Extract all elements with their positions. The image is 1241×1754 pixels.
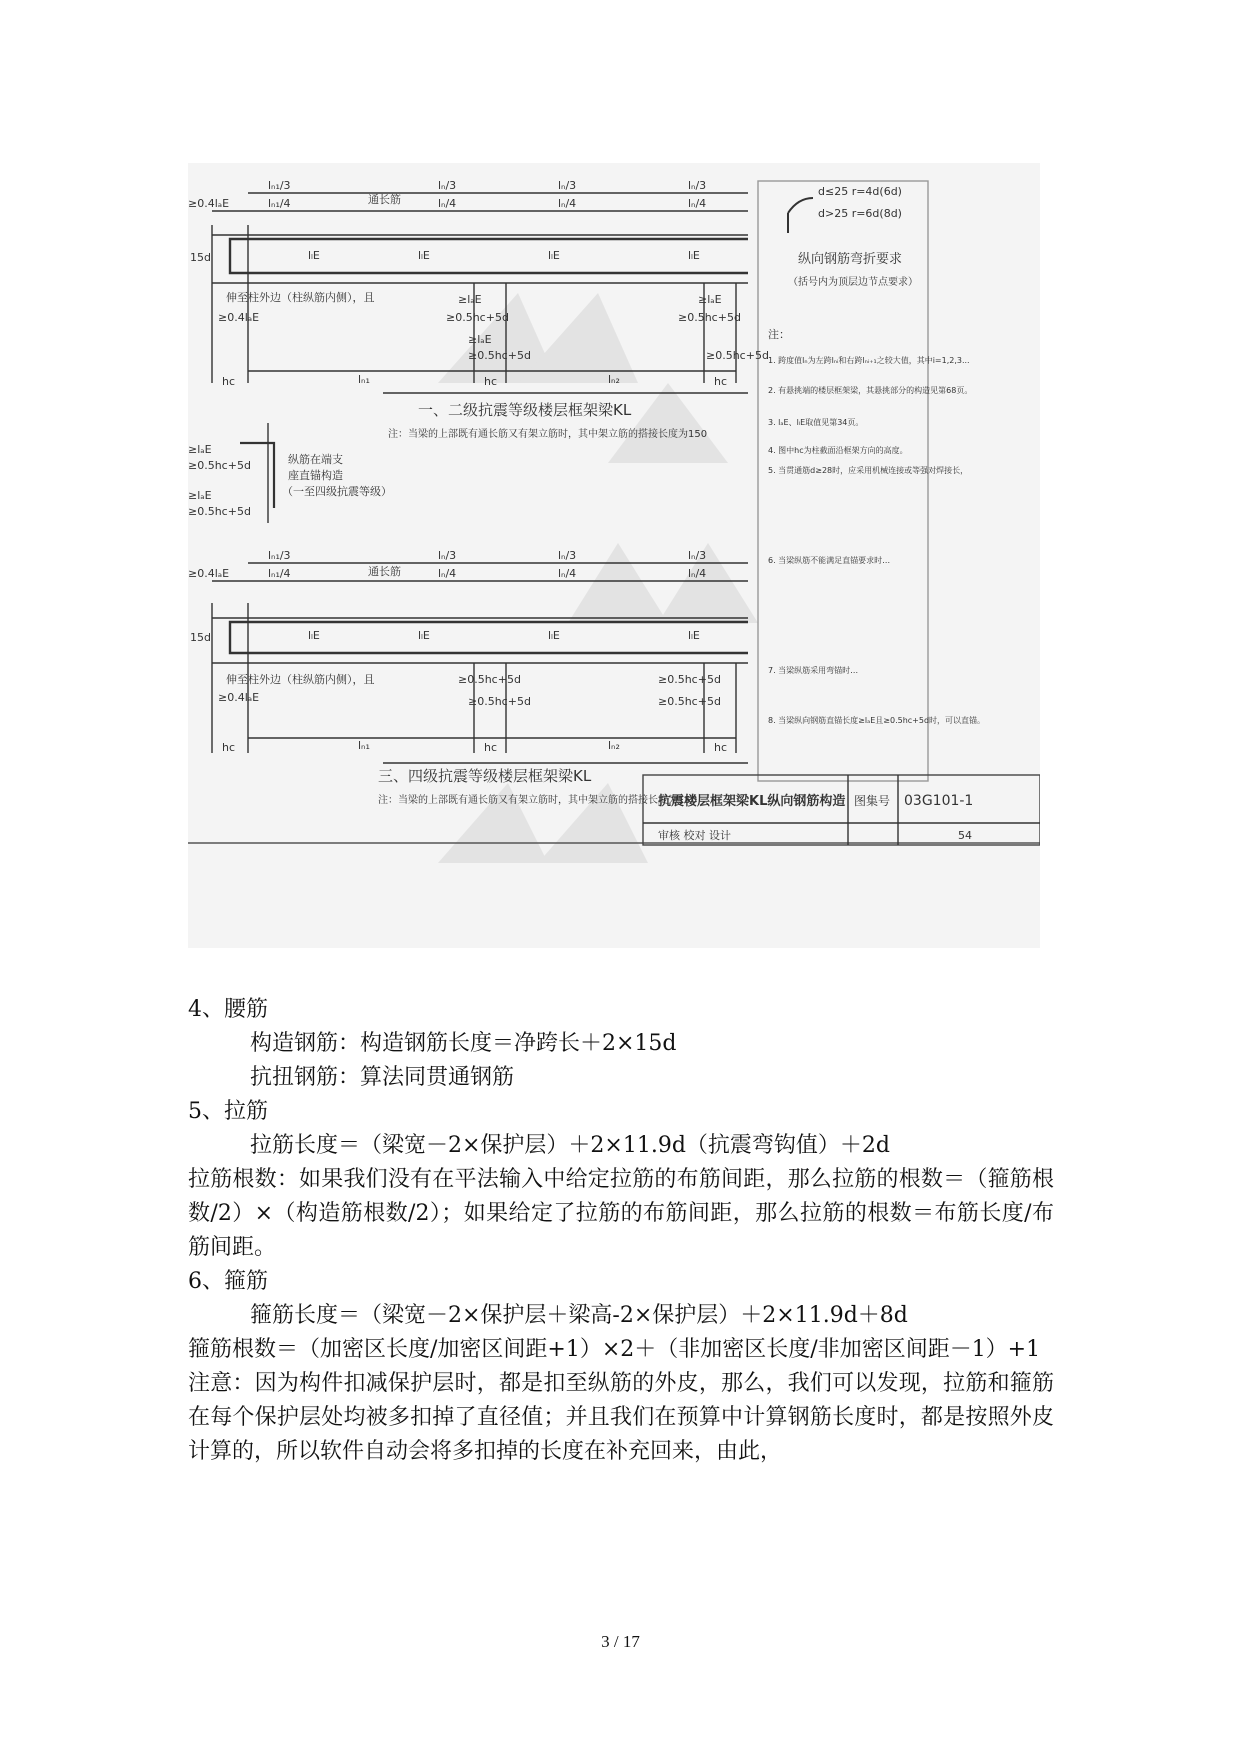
dim-05hc: ≥0.5hc+5d <box>458 673 521 686</box>
dim-ln-4: lₙ/4 <box>558 567 577 580</box>
dim-lle: lₗE <box>688 629 700 642</box>
bend-rule-1: d≤25 r=4d(6d) <box>818 185 902 198</box>
dim-ln-4: lₙ/4 <box>558 197 577 210</box>
side-label: 伸至柱外边（柱纵筋内侧），且 <box>226 673 375 686</box>
dim-lle: lₗE <box>418 249 430 262</box>
dim-ln-3: lₙ/3 <box>688 549 707 562</box>
reinforcement-drawing <box>188 163 1040 948</box>
dim-lle: lₗE <box>308 629 320 642</box>
dim-hc: hc <box>222 741 236 754</box>
title-block-name: 抗震楼层框架梁KL纵向钢筋构造 <box>658 794 846 809</box>
figure-note-bottom: 注：当梁的上部既有通长筋又有架立筋时，其中架立筋的搭接长度为150 <box>378 795 698 806</box>
anchor-label-2: 座直锚构造 <box>288 469 343 482</box>
dim-05hc: ≥0.5hc+5d <box>188 459 251 472</box>
dim-05hc: ≥0.5hc+5d <box>706 349 769 362</box>
bend-rule-2: d>25 r=6d(8d) <box>818 207 902 220</box>
note-3: 3. lₐE、lₗE取值见第34页。 <box>768 418 864 427</box>
bend-title: 纵向钢筋弯折要求 <box>798 252 903 267</box>
note-4: 4. 图中hc为柱截面沿框架方向的高度。 <box>768 446 908 455</box>
notes-heading: 注： <box>768 328 790 341</box>
dim-05hc: ≥0.5hc+5d <box>188 505 251 518</box>
item-4b: 抗扭钢筋：算法同贯通钢筋 <box>250 1065 515 1090</box>
dim-05hc: ≥0.5hc+5d <box>446 311 509 324</box>
dim-ln-3: lₙ/3 <box>438 549 457 562</box>
section-heading-4: 4、腰筋 <box>188 997 268 1022</box>
dim-ln1-4: lₙ₁/4 <box>268 197 291 210</box>
dim-ln-3: lₙ/3 <box>688 179 707 192</box>
side-label-2: ≥0.4lₐE <box>218 691 260 704</box>
document-body <box>188 993 1054 1469</box>
through-bar-label: 通长筋 <box>368 193 401 206</box>
dim-lle: lₗE <box>688 249 700 262</box>
figure-title-bottom: 三、四级抗震等级楼层框架梁KL <box>378 767 592 785</box>
dim-05hc: ≥0.5hc+5d <box>658 695 721 708</box>
dim-05hc: ≥0.5hc+5d <box>658 673 721 686</box>
note-2: 2. 有悬挑端的楼层框架梁，其悬挑部分的构造见第68页。 <box>768 386 973 395</box>
dim-ln-4: lₙ/4 <box>438 567 457 580</box>
dim-ln1: lₙ₁ <box>358 373 370 386</box>
dim-lae: ≥lₐE <box>468 333 492 346</box>
note-8: 8. 当梁纵向钢筋直锚长度≥lₐE且≥0.5hc+5d时，可以直锚。 <box>768 716 986 725</box>
dim-hc: hc <box>222 375 236 388</box>
note-7: 7. 当梁纵筋采用弯锚时… <box>768 666 859 675</box>
section-heading-6: 6、箍筋 <box>188 1269 268 1294</box>
section-heading-5: 5、拉筋 <box>188 1099 268 1124</box>
item-5b: 拉筋根数：如果我们没有在平法输入中给定拉筋的布筋间距，那么拉筋的根数＝（箍筋根数/2）×（构造筋根数/2）；如果给定了拉筋的布筋间距，那么拉筋的根数＝布筋长度/布筋间距。 <box>188 1167 1054 1260</box>
through-bar-label: 通长筋 <box>368 565 401 578</box>
item-6b: 箍筋根数＝（加密区长度/加密区间距+1）×2＋（非加密区长度/非加密区间距－1）+1 <box>188 1337 1041 1362</box>
beam-reinforcement-figure <box>188 163 1040 948</box>
dim-04-lae: ≥0.4lₐE <box>188 567 230 580</box>
dim-hc: hc <box>484 741 498 754</box>
dim-lae: ≥lₐE <box>188 489 212 502</box>
dim-ln1-4: lₙ₁/4 <box>268 567 291 580</box>
dim-hc: hc <box>714 741 728 754</box>
dim-ln1-3: lₙ₁/3 <box>268 549 291 562</box>
dim-lle: lₗE <box>548 249 560 262</box>
dim-ln-3: lₙ/3 <box>558 179 577 192</box>
dim-05hc: ≥0.5hc+5d <box>468 349 531 362</box>
item-6a: 箍筋长度＝（梁宽－2×保护层＋梁高-2×保护层）＋2×11.9d＋8d <box>250 1303 908 1328</box>
dim-05hc: ≥0.5hc+5d <box>468 695 531 708</box>
title-block-sign: 审核 校对 设计 <box>658 829 731 842</box>
dim-ln2: lₙ₂ <box>608 739 620 752</box>
dim-ln-4: lₙ/4 <box>688 197 707 210</box>
dim-lle: lₗE <box>548 629 560 642</box>
dim-15d: 15d <box>190 631 211 644</box>
dim-hc: hc <box>714 375 728 388</box>
dim-15d: 15d <box>190 251 211 264</box>
dim-ln-4: lₙ/4 <box>438 197 457 210</box>
dim-05hc: ≥0.5hc+5d <box>678 311 741 324</box>
dim-lle: lₗE <box>308 249 320 262</box>
figure-title-top: 一、二级抗震等级楼层框架梁KL <box>418 401 632 419</box>
page-number: 3 / 17 <box>601 1632 640 1651</box>
title-block-atlas-label: 图集号 <box>854 794 891 808</box>
side-label-2: ≥0.4lₐE <box>218 311 260 324</box>
note-5: 5. 当贯通筋d≥28时，应采用机械连接或等强对焊接长， <box>768 466 969 475</box>
dim-ln-3: lₙ/3 <box>558 549 577 562</box>
dim-ln1-3: lₙ₁/3 <box>268 179 291 192</box>
dim-ln-3: lₙ/3 <box>438 179 457 192</box>
item-5a: 拉筋长度＝（梁宽－2×保护层）＋2×11.9d（抗震弯钩值）＋2d <box>250 1133 891 1158</box>
anchor-label-1: 纵筋在端支 <box>288 453 343 466</box>
dim-ln-4: lₙ/4 <box>688 567 707 580</box>
note-1: 1. 跨度值lₙ为左跨lₙᵢ和右跨lₙᵢ₊₁之较大值，其中i=1,2,3... <box>768 356 970 365</box>
bend-subtitle: （括号内为顶层边节点要求） <box>788 277 918 288</box>
dim-lle: lₗE <box>418 629 430 642</box>
side-label: 伸至柱外边（柱纵筋内侧），且 <box>226 291 375 304</box>
dim-04-lae: ≥0.4lₐE <box>188 197 230 210</box>
item-4a: 构造钢筋：构造钢筋长度＝净跨长＋2×15d <box>250 1031 677 1056</box>
dim-lae: ≥lₐE <box>458 293 482 306</box>
dim-ln1: lₙ₁ <box>358 739 370 752</box>
dim-lae: ≥lₐE <box>698 293 722 306</box>
dim-lae: ≥lₐE <box>188 443 212 456</box>
title-block-atlas: 03G101-1 <box>904 793 974 809</box>
note-6: 6. 当梁纵筋不能满足直锚要求时… <box>768 556 891 565</box>
dim-ln2: lₙ₂ <box>608 373 620 386</box>
dim-hc: hc <box>484 375 498 388</box>
note-paragraph: 注意：因为构件扣减保护层时，都是扣至纵筋的外皮，那么，我们可以发现，拉筋和箍筋在每个保护层处均被多扣掉了直径值；并且我们在预算中计算钢筋长度时，都是按照外皮计算的，所以软件自动会将多扣掉的长度在补充回来，由此， <box>188 1371 1054 1464</box>
title-block-page: 54 <box>958 829 972 842</box>
figure-note-top: 注：当梁的上部既有通长筋又有架立筋时，其中架立筋的搭接长度为150 <box>388 429 708 440</box>
anchor-label-3: （一至四级抗震等级） <box>282 485 392 498</box>
